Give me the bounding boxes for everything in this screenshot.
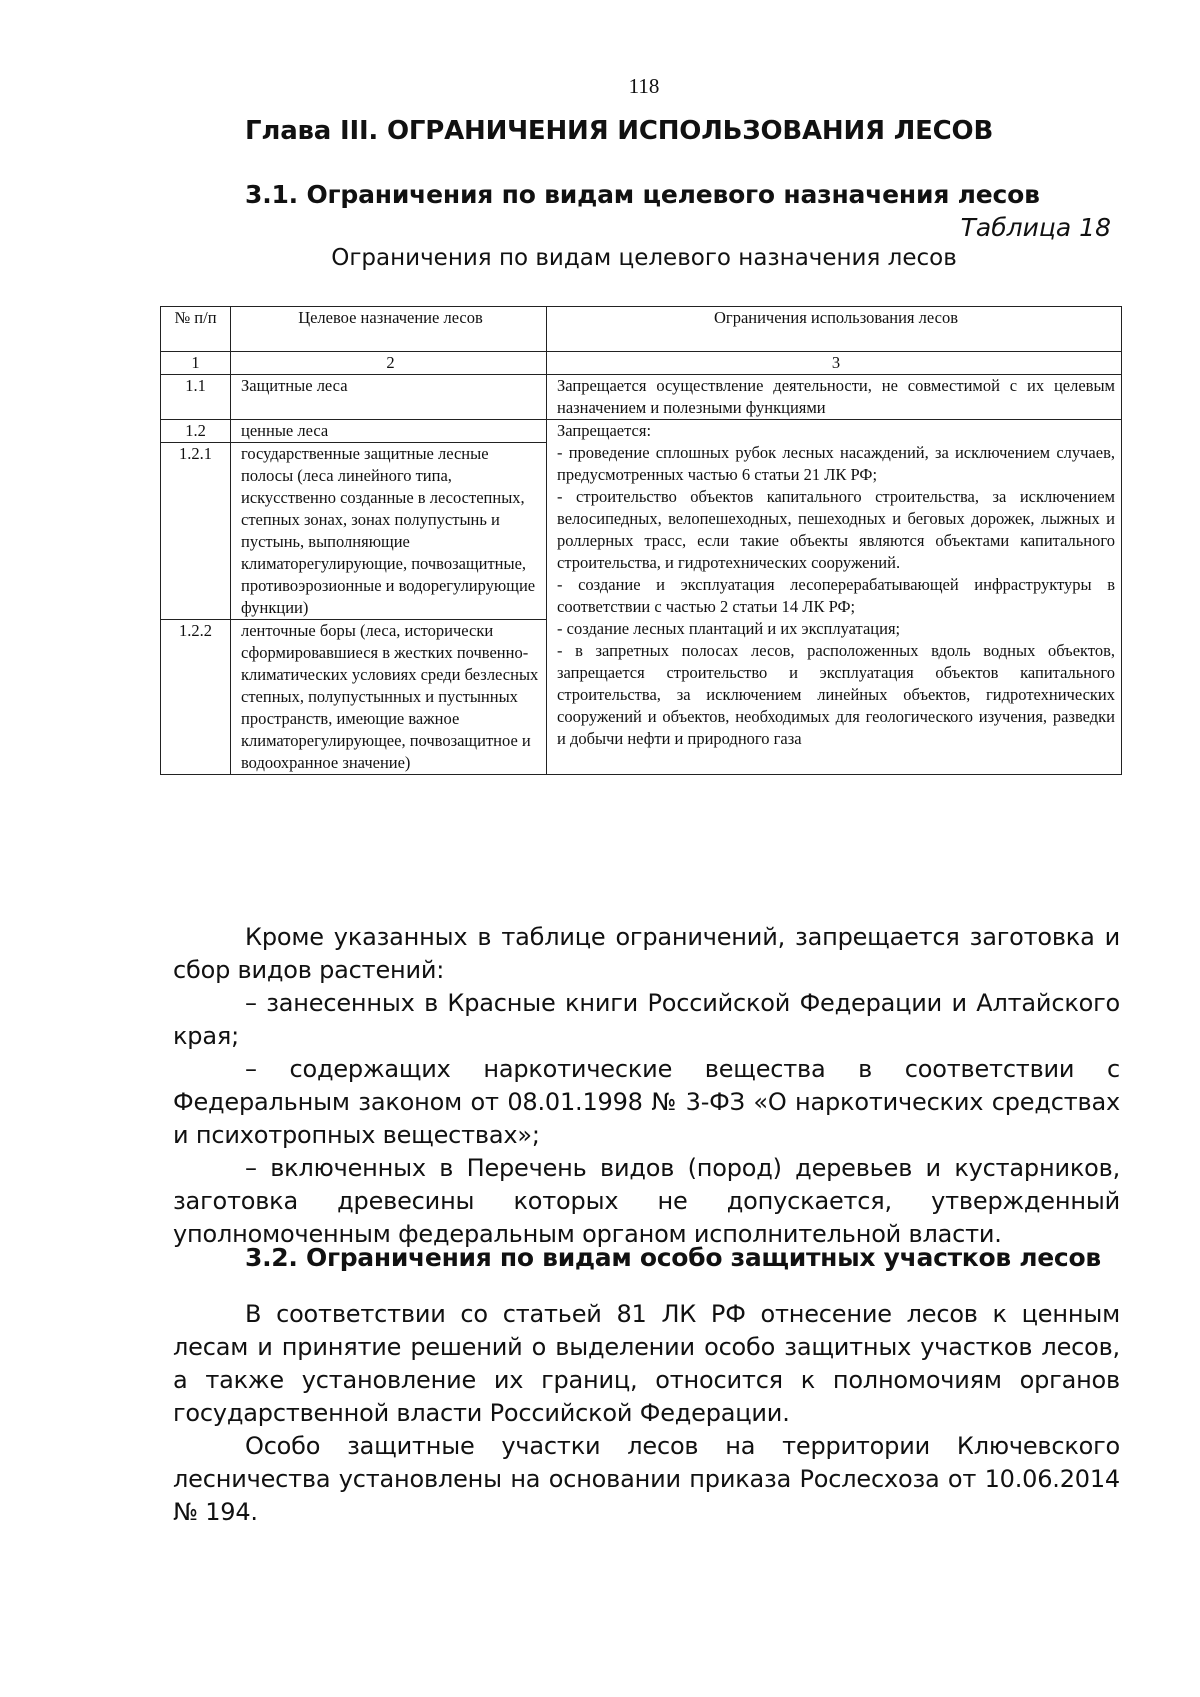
column-number-cell: 3 (547, 352, 1122, 375)
chapter-title: Глава III. ОГРАНИЧЕНИЯ ИСПОЛЬЗОВАНИЯ ЛЕСОВ (245, 116, 994, 146)
restriction-line: Запрещается: (557, 421, 652, 440)
restriction-line: - проведение сплошных рубок лесных насаждений, за исключением случаев, предусмотренных частью 6 статьи 21 ЛК РФ; (557, 443, 1115, 484)
paragraph: Кроме указанных в таблице ограничений, запрещается заготовка и сбор видов растений: (173, 923, 1120, 984)
restriction-cell: Запрещается осуществление деятельности, не совместимой с их целевым назначением и полезными функциями (547, 375, 1122, 420)
column-number-cell: 1 (161, 352, 231, 375)
row-number-cell: 1.2.2 (161, 620, 231, 775)
table-row (161, 375, 1122, 420)
section-title: 3.2. Ограничения по видам особо защитных участков лесов (245, 1243, 1101, 1272)
row-number-cell: 1.2 (161, 420, 231, 443)
purpose-cell: Защитные леса (231, 375, 547, 420)
restriction-line: - в запретных полосах лесов, расположенных вдоль водных объектов, запрещается строительство и эксплуатация объектов капитального строительства, за исключением линейных объектов, гидротехнических сооружений и объектов, необходимых для геологического изучения, разведки и добычи нефти и природного газа (557, 641, 1115, 748)
purpose-cell: ценные леса (231, 420, 547, 443)
table-label: Таблица 18 (960, 213, 1111, 242)
header-cell-number: № п/п (161, 307, 231, 352)
purpose-cell: ленточные боры (леса, исторически сформировавшиеся в жестких почвенно-климатических условиях среди безлесных степных, полупустынных и пустынных пространств, имеющие важное климаторегулирующее, почвозащитное и водоохранное значение) (231, 620, 547, 775)
valuable-forests-restriction-cell (547, 420, 1122, 775)
row-number-cell: 1.2.1 (161, 443, 231, 620)
header-cell-purpose: Целевое назначение лесов (231, 307, 547, 352)
column-number-cell: 2 (231, 352, 547, 375)
section-body (173, 1298, 1120, 1529)
paragraph: В соответствии со статьей 81 ЛК РФ отнесение лесов к ценным лесам и принятие решений о выделении особо защитных участков лесов, а также установление их границ, относится к полномочиям органов государственной власти Российской Федерации. (173, 1300, 1120, 1427)
table-caption: Ограничения по видам целевого назначения лесов (331, 245, 957, 271)
list-item: – включенных в Перечень видов (пород) деревьев и кустарников, заготовка древесины которых не допускается, утвержденный уполномоченным федеральным органом исполнительной власти. (173, 1154, 1120, 1248)
restriction-line: - создание и эксплуатация лесоперерабатывающей инфраструктуры в соответствии с частью 2 статьи 14 ЛК РФ; (557, 575, 1115, 616)
restriction-line: - создание лесных плантаций и их эксплуатация; (557, 619, 901, 638)
restrictions-table (160, 306, 1122, 775)
list-item: – занесенных в Красные книги Российской Федерации и Алтайского края; (173, 989, 1120, 1050)
list-item: – содержащих наркотические вещества в соответствии с Федеральным законом от 08.01.1998 № 3-ФЗ «О наркотических средствах и психотропных веществах»; (173, 1055, 1120, 1149)
page-number: 118 (628, 74, 660, 98)
table-header-row (161, 307, 1122, 352)
restriction-line: - строительство объектов капитального строительства, за исключением велосипедных, велопешеходных, пешеходных и беговых дорожек, лыжных и роллерных трасс, если такие объекты являются объектами капитального строительства, и гидротехнических сооружений. (557, 487, 1115, 572)
row-number-cell: 1.1 (161, 375, 231, 420)
header-cell-restrictions: Ограничения использования лесов (547, 307, 1122, 352)
paragraph: Особо защитные участки лесов на территории Ключевского лесничества установлены на основании приказа Рослесхоза от 10.06.2014 № 194. (173, 1432, 1120, 1526)
additional-restrictions (173, 921, 1120, 1251)
table-row (161, 420, 1122, 443)
table-column-numbers-row (161, 352, 1122, 375)
purpose-cell: государственные защитные лесные полосы (леса линейного типа, искусственно созданные в лесостепных, степных зонах, зонах полупустынь и пустынь, выполняющие климаторегулирующие, почвозащитные, противоэрозионные и водорегулирующие функции) (231, 443, 547, 620)
section-title: 3.1. Ограничения по видам целевого назначения лесов (245, 180, 1040, 209)
